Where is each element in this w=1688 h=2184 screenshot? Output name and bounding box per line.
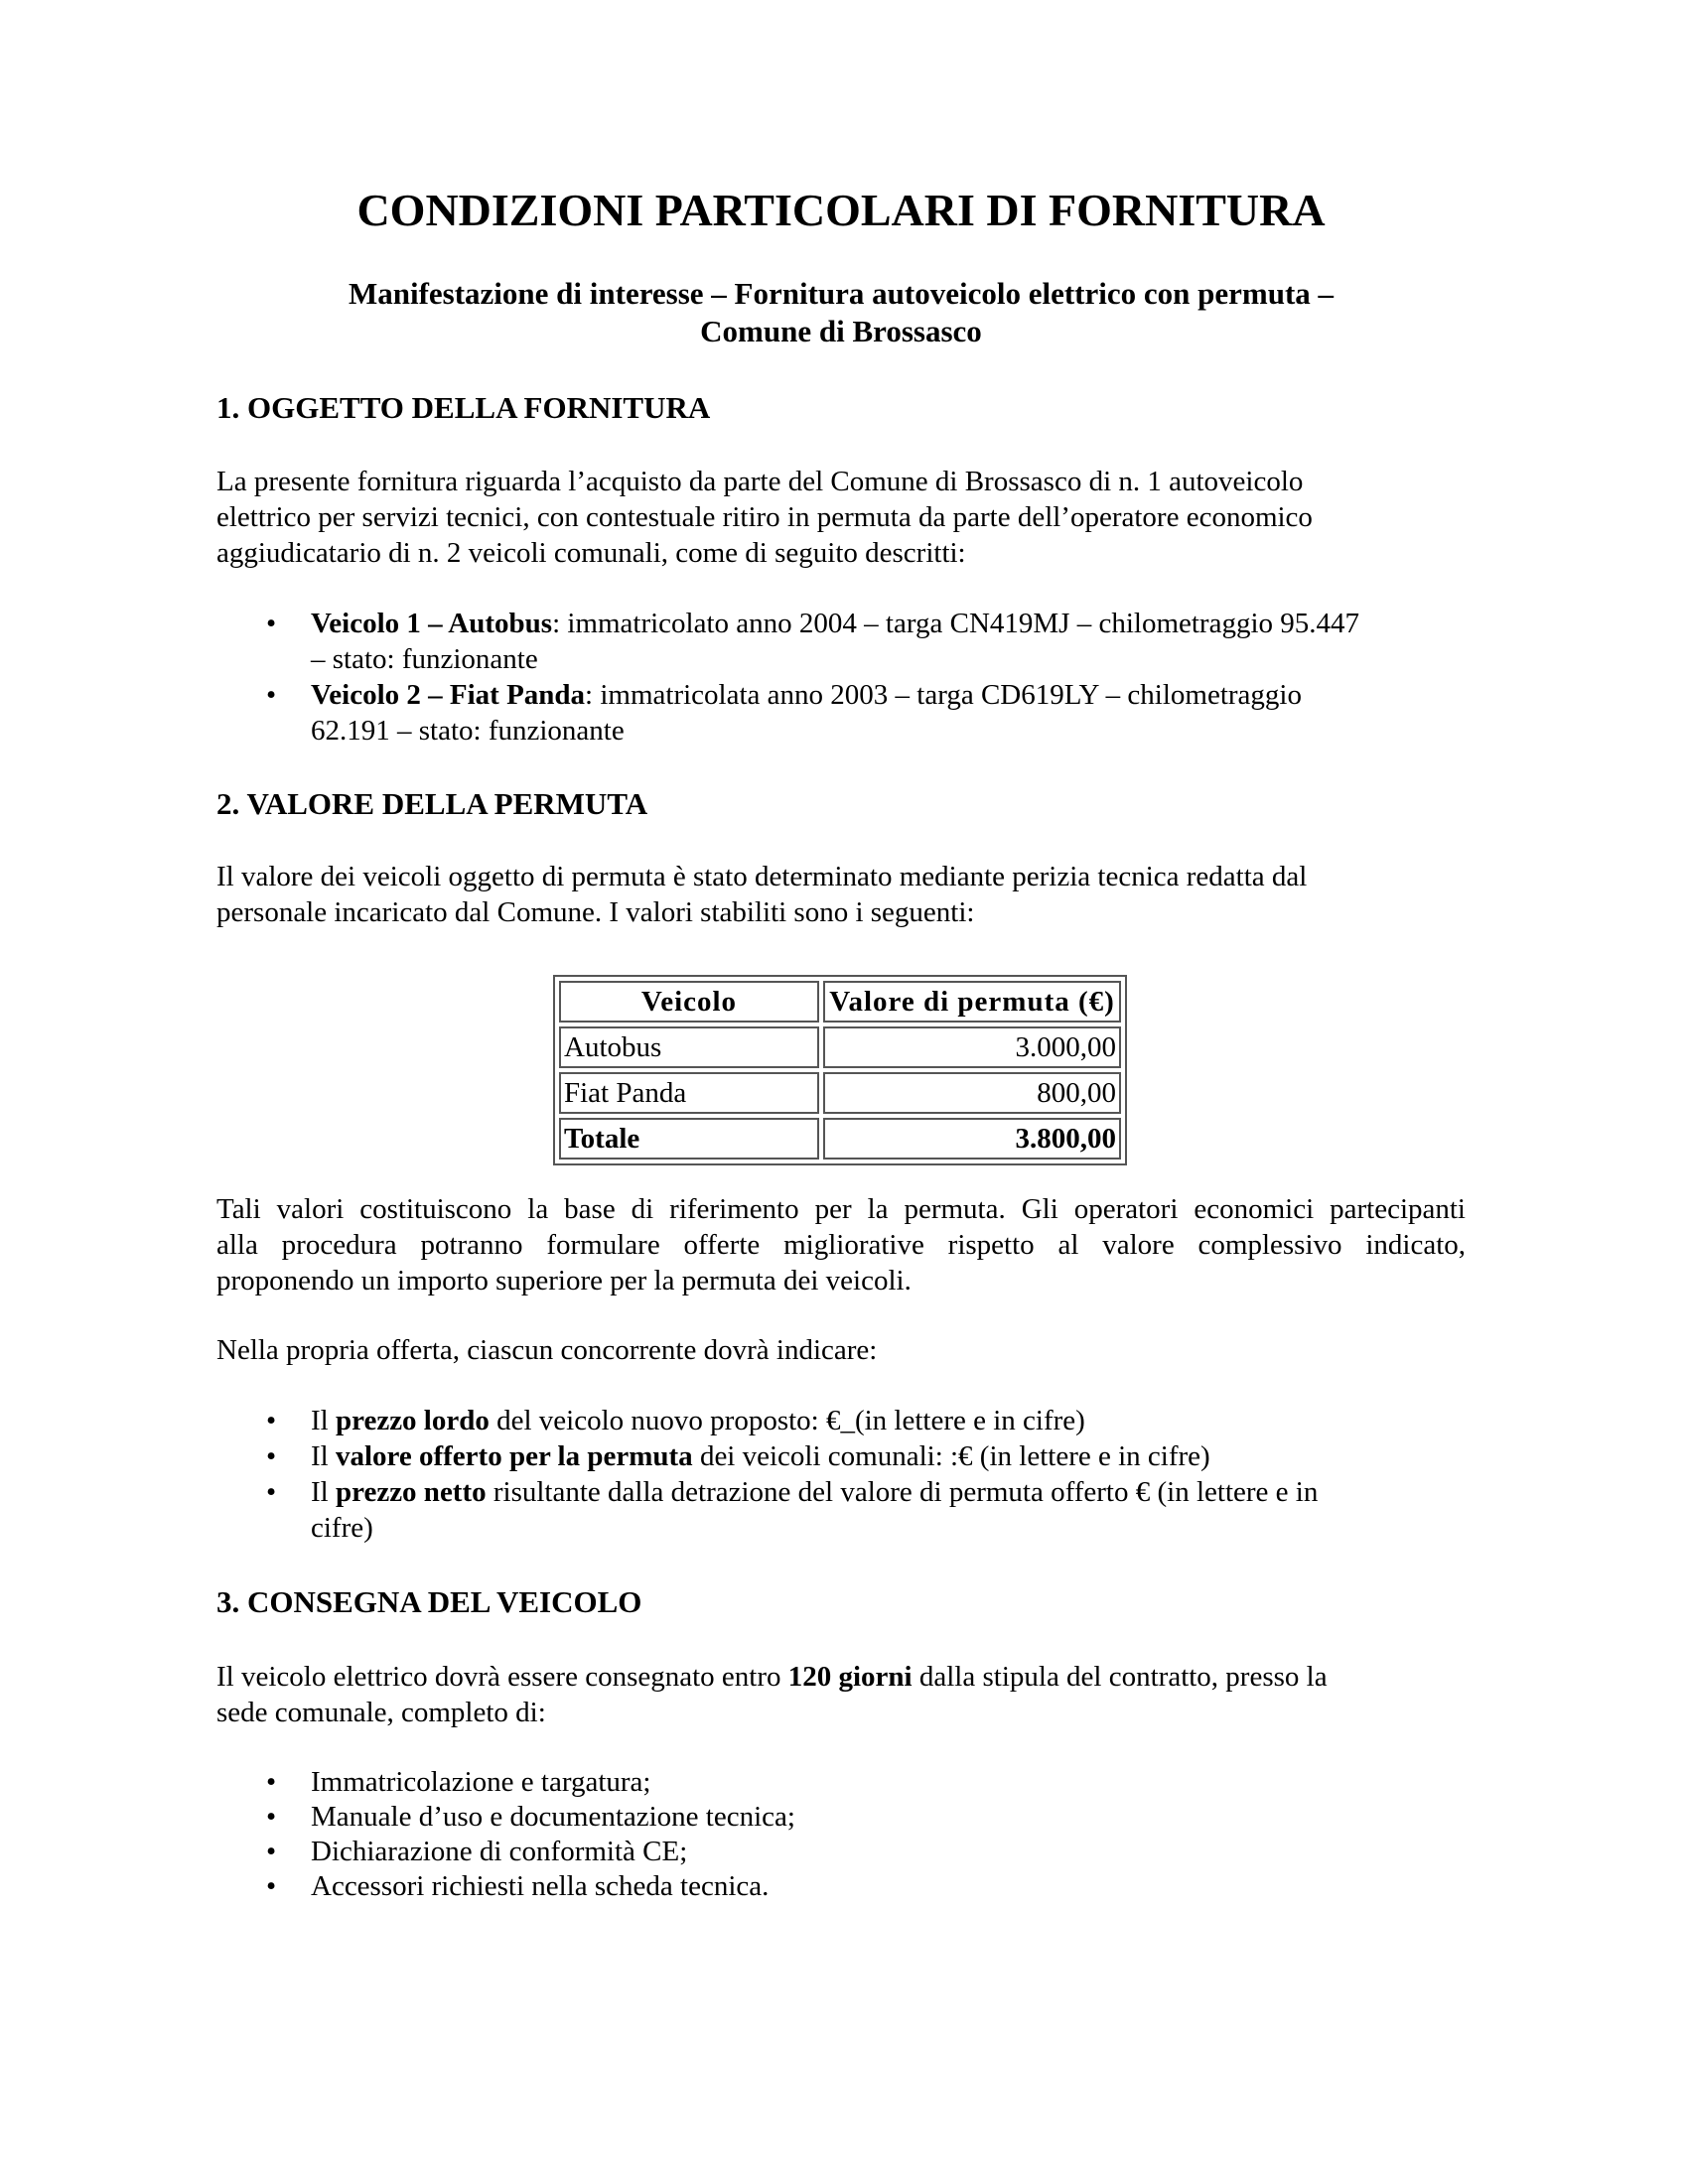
cell-total-value: 3.800,00 bbox=[823, 1118, 1121, 1160]
cell-vehicle: Autobus bbox=[559, 1026, 819, 1068]
table-row bbox=[559, 1072, 1121, 1114]
bullet-icon: • bbox=[266, 1766, 277, 1798]
bullet-icon: • bbox=[266, 1870, 277, 1902]
vehicle-name: Veicolo 1 – Autobus bbox=[311, 608, 553, 639]
list-item-vehicle-2 bbox=[216, 677, 1466, 749]
paragraph-line: alla procedura potranno formulare offerte migliorative rispetto al valore complessivo indicato, bbox=[216, 1229, 1466, 1261]
offer-requirements-list bbox=[216, 1403, 1466, 1546]
item-text: Accessori richiesti nella scheda tecnica. bbox=[311, 1870, 770, 1902]
paragraph-line: sede comunale, completo di: bbox=[216, 1697, 546, 1728]
vehicle-details: : immatricolata anno 2003 – targa CD619LY – chilometraggio bbox=[585, 679, 1302, 711]
item-text: Manuale d’uso e documentazione tecnica; bbox=[311, 1801, 795, 1833]
paragraph-line: personale incaricato dal Comune. I valori stabiliti sono i seguenti: bbox=[216, 896, 975, 928]
paragraph-line: proponendo un importo superiore per la permuta dei veicoli. bbox=[216, 1265, 912, 1297]
cell-total-label: Totale bbox=[559, 1118, 819, 1160]
item-bold: valore offerto per la permuta bbox=[335, 1440, 693, 1472]
item-text: dei veicoli comunali: :€ (in lettere e in cifre) bbox=[692, 1440, 1210, 1472]
cell-value: 3.000,00 bbox=[823, 1026, 1121, 1068]
item-bold: prezzo netto bbox=[335, 1476, 487, 1508]
item-text: Il bbox=[311, 1476, 336, 1508]
list-item-trade-in-value bbox=[216, 1438, 1466, 1474]
table-header-row bbox=[559, 981, 1121, 1023]
bullet-icon: • bbox=[266, 679, 277, 711]
section-2-paragraph-2 bbox=[216, 1191, 1466, 1298]
list-item bbox=[216, 1765, 1466, 1800]
column-header-value: Valore di permuta (€) bbox=[823, 981, 1121, 1023]
bullet-icon: • bbox=[266, 1440, 277, 1472]
column-header-vehicle: Veicolo bbox=[559, 981, 819, 1023]
section-1-paragraph bbox=[216, 464, 1466, 571]
section-2-paragraph-3: Nella propria offerta, ciascun concorrente dovrà indicare: bbox=[216, 1334, 878, 1366]
list-item-vehicle-1 bbox=[216, 606, 1466, 677]
delivery-days: 120 giorni bbox=[787, 1661, 913, 1693]
document-subtitle bbox=[216, 275, 1466, 350]
section-3-paragraph bbox=[216, 1659, 1466, 1730]
list-item-net-price bbox=[216, 1474, 1466, 1546]
paragraph-line: Tali valori costituiscono la base di riferimento per la permuta. Gli operatori economici partecipanti bbox=[216, 1193, 1466, 1225]
table-total-row bbox=[559, 1118, 1121, 1160]
item-bold: prezzo lordo bbox=[335, 1405, 490, 1436]
list-item bbox=[216, 1835, 1466, 1869]
bullet-icon: • bbox=[266, 1405, 277, 1436]
list-item-gross-price bbox=[216, 1403, 1466, 1438]
vehicle-name: Veicolo 2 – Fiat Panda bbox=[311, 679, 586, 711]
cell-value: 800,00 bbox=[823, 1072, 1121, 1114]
item-text: Il bbox=[311, 1405, 336, 1436]
subtitle-line-1: Manifestazione di interesse – Fornitura autoveicolo elettrico con permuta – bbox=[348, 276, 1335, 311]
bullet-icon: • bbox=[266, 1801, 277, 1833]
bullet-icon: • bbox=[266, 1476, 277, 1508]
item-text: Dichiarazione di conformità CE; bbox=[311, 1836, 688, 1867]
document-title: CONDIZIONI PARTICOLARI DI FORNITURA bbox=[356, 185, 1326, 235]
item-text: Il bbox=[311, 1440, 336, 1472]
item-text: del veicolo nuovo proposto: €_(in lettere e in cifre) bbox=[489, 1405, 1085, 1436]
delivery-items-list bbox=[216, 1765, 1466, 1904]
section-2-heading: 2. VALORE DELLA PERMUTA bbox=[216, 786, 648, 821]
item-text: Immatricolazione e targatura; bbox=[311, 1766, 651, 1798]
vehicle-status: – stato: funzionante bbox=[311, 643, 538, 675]
item-text-line-2: cifre) bbox=[311, 1512, 373, 1544]
bullet-icon: • bbox=[266, 1836, 277, 1867]
paragraph-text: Il veicolo elettrico dovrà essere consegnato entro bbox=[216, 1661, 788, 1693]
paragraph-line: La presente fornitura riguarda l’acquisto da parte del Comune di Brossasco di n. 1 autoveicolo bbox=[216, 466, 1304, 497]
bullet-icon: • bbox=[266, 608, 277, 639]
cell-vehicle: Fiat Panda bbox=[559, 1072, 819, 1114]
vehicle-status: 62.191 – stato: funzionante bbox=[311, 715, 625, 747]
paragraph-line: elettrico per servizi tecnici, con contestuale ritiro in permuta da parte dell’operatore economico bbox=[216, 501, 1313, 533]
item-text: risultante dalla detrazione del valore di permuta offerto € (in lettere e in bbox=[486, 1476, 1319, 1508]
section-2-paragraph bbox=[216, 859, 1466, 930]
section-3-heading: 3. CONSEGNA DEL VEICOLO bbox=[216, 1584, 642, 1619]
paragraph-line: aggiudicatario di n. 2 veicoli comunali, come di seguito descritti: bbox=[216, 537, 966, 569]
list-item bbox=[216, 1869, 1466, 1904]
section-1-heading: 1. OGGETTO DELLA FORNITURA bbox=[216, 390, 711, 425]
table-row bbox=[559, 1026, 1121, 1068]
vehicle-details: : immatricolato anno 2004 – targa CN419MJ – chilometraggio 95.447 bbox=[552, 608, 1360, 639]
trade-in-value-table bbox=[553, 975, 1127, 1165]
paragraph-line: Il valore dei veicoli oggetto di permuta è stato determinato mediante perizia tecnica redatta dal bbox=[216, 861, 1308, 892]
list-item bbox=[216, 1800, 1466, 1835]
subtitle-line-2: Comune di Brossasco bbox=[700, 314, 982, 348]
paragraph-text: dalla stipula del contratto, presso la bbox=[912, 1661, 1328, 1693]
vehicle-list bbox=[216, 606, 1466, 749]
